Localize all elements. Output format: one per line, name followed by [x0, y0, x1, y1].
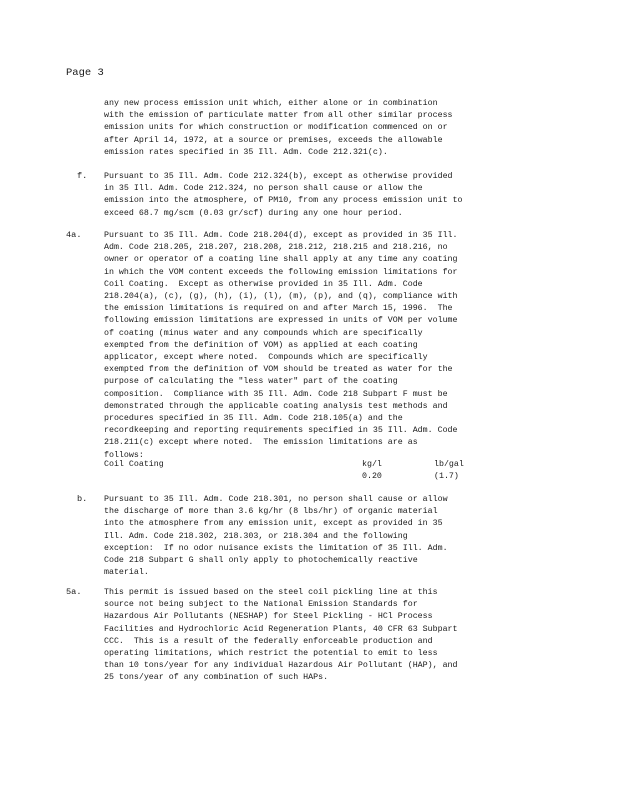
- paragraph-f: [104, 171, 524, 220]
- text-line: emission units for which construction or modification commenced on or: [104, 123, 448, 133]
- text-line: exceed 68.7 mg/scm (0.03 gr/scf) during any one hour period.: [104, 208, 403, 218]
- text-line: follows:: [104, 450, 144, 460]
- text-line: recordkeeping and reporting requirements specified in 35 Ill. Adm. Code: [104, 426, 458, 436]
- page-header: Page 3: [66, 67, 104, 79]
- text-line: This permit is issued based on the steel coil pickling line at this: [104, 588, 438, 597]
- text-line: Adm. Code 218.205, 218.207, 218.208, 218.212, 218.215 and 218.216, no: [104, 243, 448, 253]
- paragraph-label-b: b.: [77, 494, 88, 504]
- text-line: into the atmosphere from any emission unit, except as provided in 35: [104, 519, 443, 529]
- text-line: of coating (minus water and any compounds which are specifically: [104, 328, 423, 338]
- text-line: purpose of calculating the "less water" part of the coating: [104, 377, 398, 387]
- text-line: Facilities and Hydrochloric Acid Regeneration Plants, 40 CFR 63 Subpart: [104, 624, 458, 634]
- emission-table-value-row: [104, 472, 504, 484]
- text-line: source not being subject to the National Emission Standards for: [104, 600, 418, 610]
- text-line: owner or operator of a coating line shall apply at any time any coating: [104, 255, 458, 265]
- text-line: Hazardous Air Pollutants (NESHAP) for Steel Pickling - HCl Process: [104, 612, 433, 622]
- text-line: any new process emission unit which, either alone or in combination: [104, 99, 438, 108]
- text-line: 218.204(a), (c), (g), (h), (i), (l), (m), (p), and (q), compliance with: [104, 292, 458, 302]
- text-line: Pursuant to 35 Ill. Adm. Code 218.301, no person shall cause or allow: [104, 495, 448, 504]
- text-line: 25 tons/year of any combination of such HAPs.: [104, 673, 329, 683]
- paragraph-label-4a: 4a.: [66, 230, 82, 240]
- text-line: emission rates specified in 35 Ill. Adm. Code 212.321(c).: [104, 147, 388, 157]
- text-line: emission into the atmosphere, of PM10, from any process emission unit to: [104, 196, 463, 206]
- text-line: applicator, except where noted. Compounds which are specifically: [104, 353, 428, 363]
- paragraph-4a: [104, 230, 524, 462]
- text-line: with the emission of particulate matter from all other similar process: [104, 111, 453, 121]
- table-col-header-lbgal: lb/gal: [434, 460, 464, 469]
- text-line: Ill. Adm. Code 218.302, 218.303, or 218.304 and the following: [104, 531, 408, 541]
- text-line: demonstrated through the applicable coating analysis test methods and: [104, 401, 448, 411]
- text-line: the discharge of more than 3.6 kg/hr (8 lbs/hr) of organic material: [104, 507, 438, 517]
- text-line: after April 14, 1972, at a source or premises, exceeds the allowable: [104, 135, 443, 145]
- paragraph-label-f: f.: [77, 171, 88, 181]
- text-line: exception: If no odor nuisance exists the limitation of 35 Ill. Adm.: [104, 543, 448, 553]
- table-row-label: Coil Coating: [104, 460, 164, 469]
- text-line: Coil Coating. Except as otherwise provided in 35 Ill. Adm. Code: [104, 279, 423, 289]
- paragraph-label-5a: 5a.: [66, 587, 82, 597]
- text-line: Code 218 Subpart G shall only apply to photochemically reactive: [104, 556, 418, 566]
- emission-table-header-row: [104, 460, 504, 472]
- table-col-header-kgl: kg/l: [362, 460, 382, 469]
- text-line: procedures specified in 35 Ill. Adm. Code 218.105(a) and the: [104, 414, 403, 424]
- text-line: material.: [104, 568, 149, 578]
- paragraph-intro: [104, 98, 524, 159]
- text-line: the emission limitations is required on and after March 15, 1996. The: [104, 304, 453, 314]
- text-line: CCC. This is a result of the federally enforceable production and: [104, 636, 433, 646]
- paragraph-5a: [104, 587, 524, 685]
- text-line: Pursuant to 35 Ill. Adm. Code 218.204(d), except as provided in 35 Ill.: [104, 231, 458, 240]
- text-line: exempted from the definition of VOM should be treated as water for the: [104, 365, 453, 375]
- table-value-kgl: 0.20: [362, 472, 382, 481]
- text-line: composition. Compliance with 35 Ill. Adm. Code 218 Subpart F must be: [104, 389, 448, 399]
- text-line: than 10 tons/year for any individual Hazardous Air Pollutant (HAP), and: [104, 661, 458, 671]
- text-line: exempted from the definition of VOM) as applied at each coating: [104, 340, 418, 350]
- table-value-lbgal: (1.7): [434, 472, 459, 481]
- text-line: Pursuant to 35 Ill. Adm. Code 212.324(b), except as otherwise provided: [104, 172, 453, 181]
- text-line: following emission limitations are expressed in units of VOM per volume: [104, 316, 458, 326]
- text-line: 218.211(c) except where noted. The emission limitations are as: [104, 438, 418, 448]
- text-line: in which the VOM content exceeds the following emission limitations for: [104, 267, 458, 277]
- text-line: operating limitations, which restrict the potential to emit to less: [104, 649, 438, 659]
- text-line: in 35 Ill. Adm. Code 212.324, no person shall cause or allow the: [104, 184, 423, 194]
- paragraph-b: [104, 494, 524, 579]
